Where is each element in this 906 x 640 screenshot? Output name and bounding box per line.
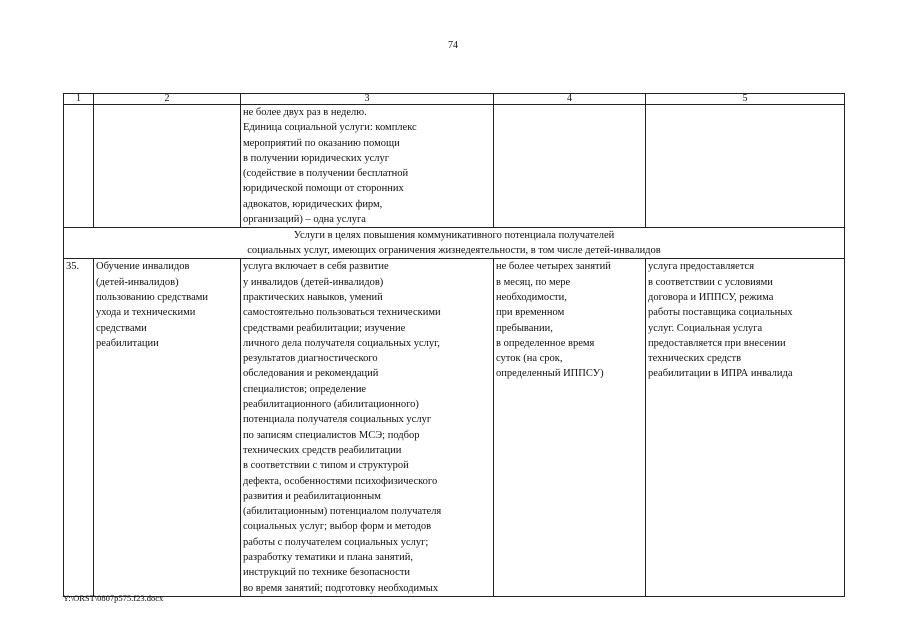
text-line: инструкций по технике безопасности (243, 567, 411, 579)
cell-service-name (94, 259, 241, 597)
table-row-continuation (64, 105, 845, 228)
cell-number (64, 105, 94, 228)
cell-service-description (241, 105, 494, 228)
text-line: при временном (496, 307, 565, 319)
cell-number: 35. (64, 259, 94, 597)
text-line: работы поставщика социальных (648, 307, 793, 319)
text-line: услуга предоставляется (648, 261, 755, 273)
text-line: в соответствии с типом и структурой (243, 460, 409, 472)
column-header-5: 5 (646, 94, 845, 105)
text-line: предоставляется при внесении (648, 337, 786, 349)
text-line: работы с получателем социальных услуг; (243, 536, 429, 548)
text-line: услуг. Социальная услуга (648, 322, 763, 334)
page-number: 74 (448, 40, 458, 51)
text-line: в соответствии с условиями (648, 276, 773, 288)
cell-service-description (241, 259, 494, 597)
text-line: развития и реабилитационным (243, 490, 381, 502)
services-table (63, 93, 845, 597)
text-line: реабилитации (96, 337, 159, 349)
text-line: технических средств реабилитации (243, 444, 402, 456)
text-line: (детей-инвалидов) (96, 276, 179, 288)
text-line: не более четырех занятий (496, 261, 611, 273)
section-title-row (64, 228, 845, 259)
text-line: средствами реабилитации; изучение (243, 322, 406, 334)
text-line: адвокатов, юридических фирм, (243, 198, 383, 210)
text-line: обследования и рекомендаций (243, 368, 379, 380)
text-line: мероприятий по оказанию помощи (243, 137, 400, 149)
text-line: пользованию средствами (96, 291, 209, 303)
text-line: у инвалидов (детей-инвалидов) (243, 276, 384, 288)
text-line: личного дела получателя социальных услуг, (243, 337, 440, 349)
text-line: реабилитационного (абилитационного) (243, 399, 419, 411)
text-line: суток (на срок, (496, 353, 563, 365)
column-header-4: 4 (494, 94, 646, 105)
text-line: во время занятий; подготовку необходимых (243, 582, 439, 594)
text-line: социальных услуг; выбор форм и методов (243, 521, 432, 533)
text-line: Обучение инвалидов (96, 261, 190, 273)
text-line: (абилитационным) потенциалом получателя (243, 506, 442, 518)
text-line: Услуги в целях повышения коммуникативного потенциала получателей (293, 230, 615, 242)
cell-service-name (94, 105, 241, 228)
text-line: организаций) – одна услуга (243, 214, 366, 226)
text-line: в получении юридических услуг (243, 152, 390, 164)
text-line: самостоятельно пользоваться техническими (243, 307, 441, 319)
table-row-35 (64, 259, 845, 597)
text-line: по записям специалистов МСЭ; подбор (243, 429, 420, 441)
text-line: результатов диагностического (243, 353, 378, 365)
text-line: технических средств (648, 353, 742, 365)
column-header-1: 1 (64, 94, 94, 105)
column-header-3: 3 (241, 94, 494, 105)
text-line: потенциала получателя социальных услуг (243, 414, 432, 426)
text-line: необходимости, (496, 291, 567, 303)
section-title (64, 228, 845, 259)
text-line: социальных услуг, имеющих ограничения жизнедеятельности, в том числе детей-инвалидов (247, 245, 661, 257)
text-line: средствами (96, 322, 147, 334)
text-line: договора и ИППСУ, режима (648, 291, 774, 303)
text-line: Единица социальной услуги: комплекс (243, 122, 417, 134)
text-line: дефекта, особенностями психофизического (243, 475, 438, 487)
text-line: услуга включает в себя развитие (243, 261, 389, 273)
text-line: в определенное время (496, 337, 595, 349)
file-path-footer: Y:\ORST\0807p575.f23.docx (63, 593, 164, 603)
cell-frequency (494, 105, 646, 228)
cell-frequency (494, 259, 646, 597)
text-line: реабилитации в ИПРА инвалида (648, 368, 793, 380)
table-header-row (64, 94, 845, 105)
text-line: практических навыков, умений (243, 291, 383, 303)
text-line: юридической помощи от сторонних (243, 183, 404, 195)
cell-conditions (646, 105, 845, 228)
text-line: пребывании, (496, 322, 553, 334)
text-line: в месяц, по мере (496, 276, 571, 288)
text-line: (содействие в получении бесплатной (243, 168, 409, 180)
text-line: не более двух раз в неделю. (243, 107, 367, 118)
text-line: определенный ИППСУ) (496, 368, 604, 380)
cell-conditions (646, 259, 845, 597)
text-line: разработку тематики и плана занятий, (243, 552, 413, 564)
column-header-2: 2 (94, 94, 241, 105)
text-line: специалистов; определение (243, 383, 367, 395)
text-line: ухода и техническими (96, 307, 196, 319)
